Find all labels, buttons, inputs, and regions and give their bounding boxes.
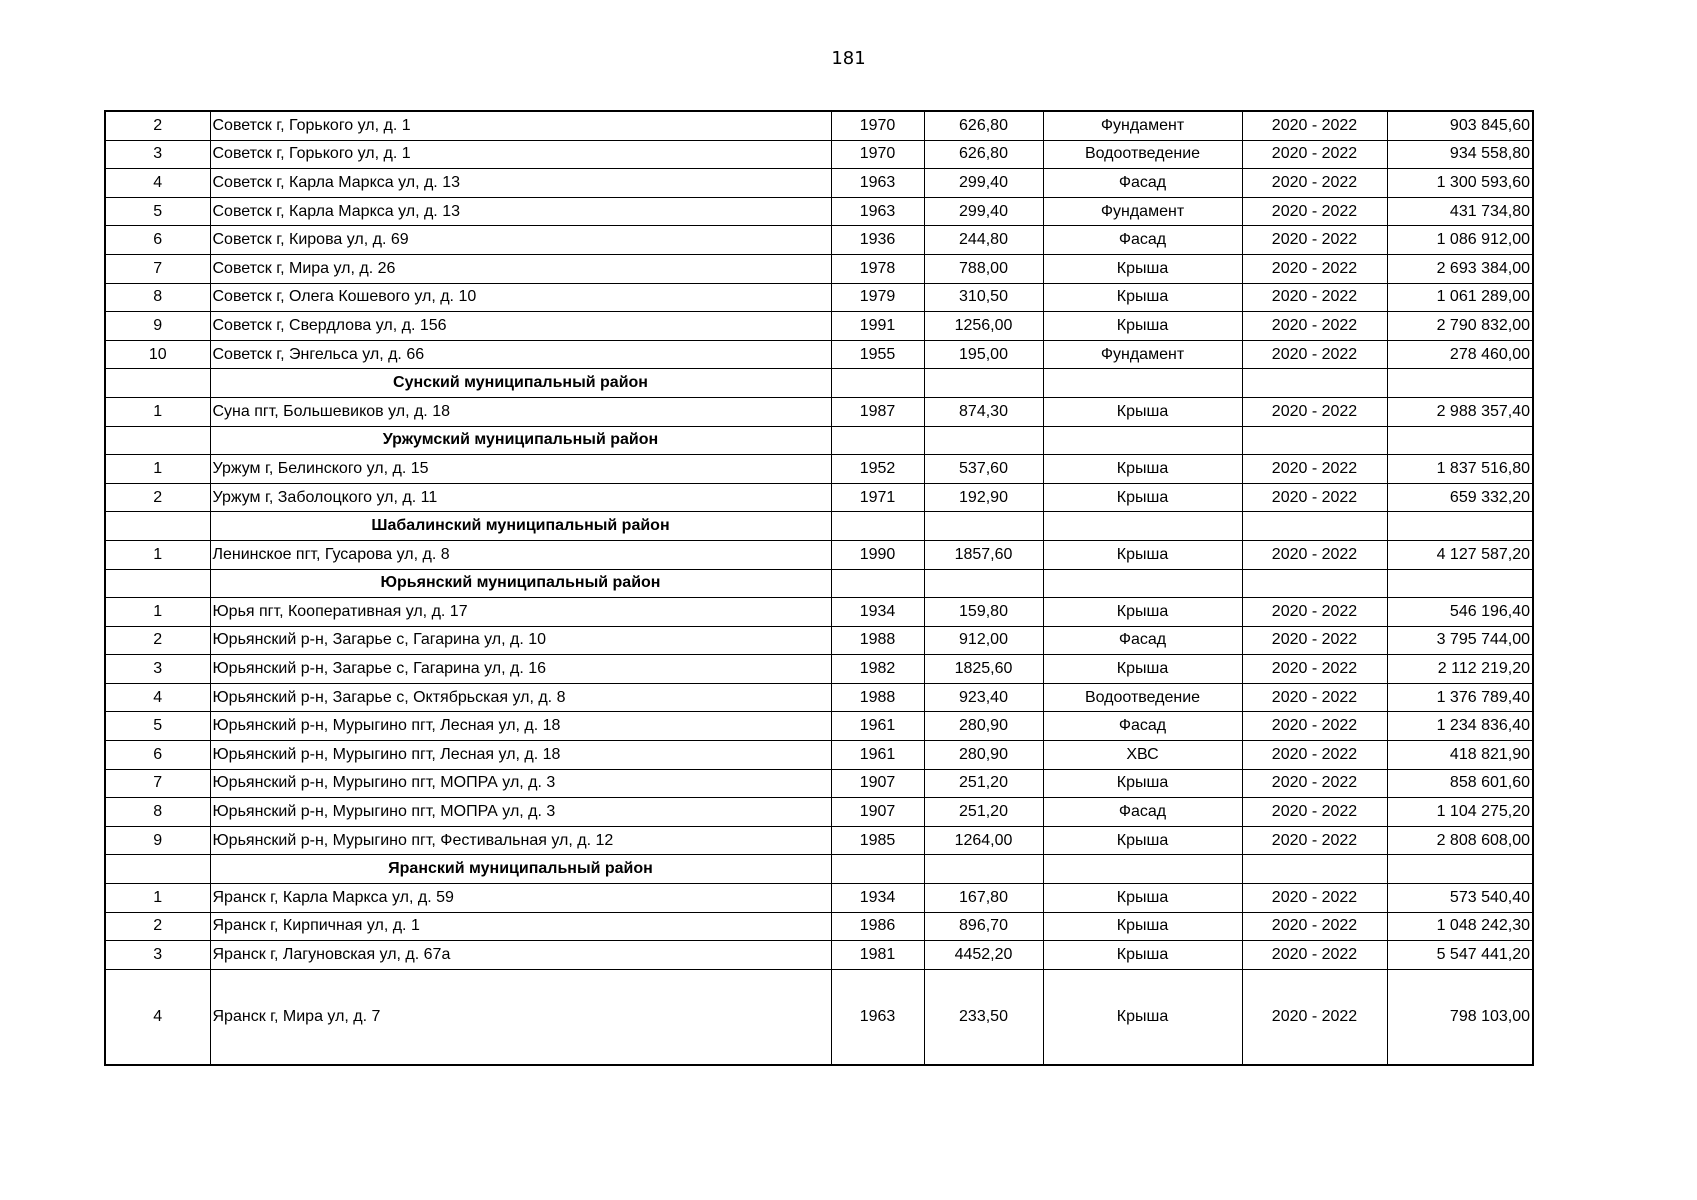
address-cell: Юрьянский р-н, Загарье с, Гагарина ул, д. 10: [210, 626, 831, 655]
build-year-cell: 1991: [831, 312, 924, 341]
area-cell: 788,00: [924, 254, 1043, 283]
area-cell: 1825,60: [924, 655, 1043, 684]
row-number-cell: 2: [105, 912, 210, 941]
table-row: [105, 655, 1533, 684]
area-cell: 912,00: [924, 626, 1043, 655]
row-number-cell: 4: [105, 683, 210, 712]
table-row: [105, 712, 1533, 741]
cost-cell: 1 300 593,60: [1387, 169, 1533, 198]
work-type-cell: Фундамент: [1043, 111, 1242, 140]
table-row: [105, 626, 1533, 655]
work-type-cell: Крыша: [1043, 254, 1242, 283]
build-year-cell: 1988: [831, 626, 924, 655]
period-cell: 2020 - 2022: [1242, 941, 1387, 970]
district-section-row: [105, 512, 1533, 541]
row-number-cell: 9: [105, 826, 210, 855]
period-cell: 2020 - 2022: [1242, 884, 1387, 913]
table-row: [105, 312, 1533, 341]
build-year-cell: 1963: [831, 197, 924, 226]
address-cell: Советск г, Карла Маркса ул, д. 13: [210, 169, 831, 198]
address-cell: Яранск г, Мира ул, д. 7: [210, 969, 831, 1065]
empty-cell: [831, 512, 924, 541]
area-cell: 626,80: [924, 140, 1043, 169]
address-cell: Юрьянский р-н, Мурыгино пгт, Лесная ул, д. 18: [210, 712, 831, 741]
period-cell: 2020 - 2022: [1242, 769, 1387, 798]
build-year-cell: 1990: [831, 540, 924, 569]
period-cell: 2020 - 2022: [1242, 397, 1387, 426]
row-number-cell: 1: [105, 598, 210, 627]
area-cell: 1857,60: [924, 540, 1043, 569]
work-type-cell: Водоотведение: [1043, 140, 1242, 169]
period-cell: 2020 - 2022: [1242, 798, 1387, 827]
address-cell: Яранск г, Карла Маркса ул, д. 59: [210, 884, 831, 913]
empty-cell: [1043, 512, 1242, 541]
table-row: [105, 111, 1533, 140]
area-cell: 923,40: [924, 683, 1043, 712]
address-cell: Советск г, Олега Кошевого ул, д. 10: [210, 283, 831, 312]
empty-cell: [1387, 569, 1533, 598]
table-row: [105, 969, 1533, 1065]
empty-cell: [831, 569, 924, 598]
table-row: [105, 140, 1533, 169]
area-cell: 159,80: [924, 598, 1043, 627]
district-title: Шабалинский муниципальный район: [210, 512, 831, 541]
address-cell: Яранск г, Лагуновская ул, д. 67а: [210, 941, 831, 970]
area-cell: 299,40: [924, 197, 1043, 226]
empty-cell: [1043, 855, 1242, 884]
build-year-cell: 1961: [831, 712, 924, 741]
table-row: [105, 941, 1533, 970]
work-type-cell: Фасад: [1043, 169, 1242, 198]
area-cell: 280,90: [924, 741, 1043, 770]
row-number-cell: 7: [105, 254, 210, 283]
period-cell: 2020 - 2022: [1242, 169, 1387, 198]
cost-cell: 1 234 836,40: [1387, 712, 1533, 741]
empty-cell: [1387, 855, 1533, 884]
cost-cell: 546 196,40: [1387, 598, 1533, 627]
build-year-cell: 1970: [831, 111, 924, 140]
period-cell: 2020 - 2022: [1242, 140, 1387, 169]
build-year-cell: 1986: [831, 912, 924, 941]
period-cell: 2020 - 2022: [1242, 254, 1387, 283]
row-number-cell: 1: [105, 884, 210, 913]
row-number-cell: 1: [105, 540, 210, 569]
build-year-cell: 1934: [831, 884, 924, 913]
area-cell: 280,90: [924, 712, 1043, 741]
period-cell: 2020 - 2022: [1242, 111, 1387, 140]
address-cell: Советск г, Свердлова ул, д. 156: [210, 312, 831, 341]
cost-cell: 1 104 275,20: [1387, 798, 1533, 827]
build-year-cell: 1955: [831, 340, 924, 369]
build-year-cell: 1970: [831, 140, 924, 169]
work-type-cell: Крыша: [1043, 397, 1242, 426]
empty-cell: [831, 369, 924, 398]
district-title: Яранский муниципальный район: [210, 855, 831, 884]
work-type-cell: Крыша: [1043, 969, 1242, 1065]
row-number-cell: 5: [105, 712, 210, 741]
work-type-cell: Фундамент: [1043, 197, 1242, 226]
row-number-cell: 3: [105, 140, 210, 169]
cost-cell: 1 048 242,30: [1387, 912, 1533, 941]
period-cell: 2020 - 2022: [1242, 226, 1387, 255]
build-year-cell: 1952: [831, 455, 924, 484]
cost-cell: 278 460,00: [1387, 340, 1533, 369]
empty-cell: [105, 855, 210, 884]
cost-cell: 2 988 357,40: [1387, 397, 1533, 426]
table-row: [105, 741, 1533, 770]
empty-cell: [1242, 426, 1387, 455]
area-cell: 251,20: [924, 769, 1043, 798]
build-year-cell: 1971: [831, 483, 924, 512]
cost-cell: 2 112 219,20: [1387, 655, 1533, 684]
row-number-cell: 8: [105, 283, 210, 312]
row-number-cell: 1: [105, 397, 210, 426]
area-cell: 537,60: [924, 455, 1043, 484]
cost-cell: 1 837 516,80: [1387, 455, 1533, 484]
area-cell: 874,30: [924, 397, 1043, 426]
period-cell: 2020 - 2022: [1242, 283, 1387, 312]
build-year-cell: 1907: [831, 798, 924, 827]
area-cell: 1256,00: [924, 312, 1043, 341]
empty-cell: [1242, 369, 1387, 398]
work-type-cell: Крыша: [1043, 941, 1242, 970]
address-cell: Юрьянский р-н, Загарье с, Гагарина ул, д. 16: [210, 655, 831, 684]
cost-cell: 5 547 441,20: [1387, 941, 1533, 970]
work-type-cell: Крыша: [1043, 655, 1242, 684]
address-cell: Юрьянский р-н, Загарье с, Октябрьская ул, д. 8: [210, 683, 831, 712]
row-number-cell: 2: [105, 483, 210, 512]
cost-cell: 1 086 912,00: [1387, 226, 1533, 255]
period-cell: 2020 - 2022: [1242, 483, 1387, 512]
work-type-cell: Крыша: [1043, 283, 1242, 312]
area-cell: 4452,20: [924, 941, 1043, 970]
address-cell: Советск г, Энгельса ул, д. 66: [210, 340, 831, 369]
area-cell: 1264,00: [924, 826, 1043, 855]
build-year-cell: 1985: [831, 826, 924, 855]
work-type-cell: Фасад: [1043, 798, 1242, 827]
cost-cell: 2 693 384,00: [1387, 254, 1533, 283]
table-row: [105, 826, 1533, 855]
period-cell: 2020 - 2022: [1242, 540, 1387, 569]
table-body: [105, 111, 1533, 1065]
empty-cell: [1043, 569, 1242, 598]
empty-cell: [105, 369, 210, 398]
build-year-cell: 1936: [831, 226, 924, 255]
empty-cell: [105, 569, 210, 598]
period-cell: 2020 - 2022: [1242, 826, 1387, 855]
empty-cell: [924, 855, 1043, 884]
table-row: [105, 197, 1533, 226]
row-number-cell: 6: [105, 741, 210, 770]
row-number-cell: 7: [105, 769, 210, 798]
row-number-cell: 5: [105, 197, 210, 226]
row-number-cell: 4: [105, 169, 210, 198]
period-cell: 2020 - 2022: [1242, 969, 1387, 1065]
address-cell: Юрьянский р-н, Мурыгино пгт, МОПРА ул, д. 3: [210, 798, 831, 827]
row-number-cell: 2: [105, 626, 210, 655]
cost-cell: 1 376 789,40: [1387, 683, 1533, 712]
work-type-cell: Крыша: [1043, 455, 1242, 484]
address-cell: Юрья пгт, Кооперативная ул, д. 17: [210, 598, 831, 627]
district-section-row: [105, 426, 1533, 455]
build-year-cell: 1963: [831, 969, 924, 1065]
work-type-cell: Водоотведение: [1043, 683, 1242, 712]
row-number-cell: 10: [105, 340, 210, 369]
table-row: [105, 455, 1533, 484]
period-cell: 2020 - 2022: [1242, 312, 1387, 341]
table-row: [105, 340, 1533, 369]
work-type-cell: Фасад: [1043, 226, 1242, 255]
work-type-cell: Крыша: [1043, 540, 1242, 569]
row-number-cell: 3: [105, 655, 210, 684]
address-cell: Советск г, Карла Маркса ул, д. 13: [210, 197, 831, 226]
empty-cell: [1242, 569, 1387, 598]
cost-cell: 1 061 289,00: [1387, 283, 1533, 312]
table-row: [105, 683, 1533, 712]
empty-cell: [924, 512, 1043, 541]
cost-cell: 659 332,20: [1387, 483, 1533, 512]
empty-cell: [105, 512, 210, 541]
cost-cell: 2 790 832,00: [1387, 312, 1533, 341]
row-number-cell: 9: [105, 312, 210, 341]
address-cell: Юрьянский р-н, Мурыгино пгт, Лесная ул, д. 18: [210, 741, 831, 770]
table-row: [105, 226, 1533, 255]
district-section-row: [105, 369, 1533, 398]
table-row: [105, 254, 1533, 283]
period-cell: 2020 - 2022: [1242, 455, 1387, 484]
row-number-cell: 4: [105, 969, 210, 1065]
address-cell: Советск г, Горького ул, д. 1: [210, 140, 831, 169]
build-year-cell: 1981: [831, 941, 924, 970]
page-number: 181: [831, 48, 866, 69]
work-type-cell: Крыша: [1043, 912, 1242, 941]
address-cell: Яранск г, Кирпичная ул, д. 1: [210, 912, 831, 941]
empty-cell: [105, 426, 210, 455]
district-title: Уржумский муниципальный район: [210, 426, 831, 455]
period-cell: 2020 - 2022: [1242, 741, 1387, 770]
period-cell: 2020 - 2022: [1242, 340, 1387, 369]
work-type-cell: Крыша: [1043, 769, 1242, 798]
empty-cell: [924, 569, 1043, 598]
empty-cell: [1387, 426, 1533, 455]
empty-cell: [1242, 512, 1387, 541]
address-cell: Юрьянский р-н, Мурыгино пгт, МОПРА ул, д. 3: [210, 769, 831, 798]
empty-cell: [831, 855, 924, 884]
build-year-cell: 1988: [831, 683, 924, 712]
table-row: [105, 884, 1533, 913]
address-cell: Ленинское пгт, Гусарова ул, д. 8: [210, 540, 831, 569]
table-row: [105, 169, 1533, 198]
table-row: [105, 397, 1533, 426]
area-cell: 896,70: [924, 912, 1043, 941]
empty-cell: [1043, 369, 1242, 398]
table-row: [105, 769, 1533, 798]
build-year-cell: 1907: [831, 769, 924, 798]
cost-cell: 418 821,90: [1387, 741, 1533, 770]
table-row: [105, 540, 1533, 569]
area-cell: 195,00: [924, 340, 1043, 369]
work-type-cell: Крыша: [1043, 826, 1242, 855]
table-row: [105, 283, 1533, 312]
area-cell: 244,80: [924, 226, 1043, 255]
area-cell: 626,80: [924, 111, 1043, 140]
empty-cell: [1387, 512, 1533, 541]
cost-cell: 3 795 744,00: [1387, 626, 1533, 655]
address-cell: Уржум г, Заболоцкого ул, д. 11: [210, 483, 831, 512]
housing-repair-table: [104, 110, 1534, 1066]
address-cell: Уржум г, Белинского ул, д. 15: [210, 455, 831, 484]
empty-cell: [924, 426, 1043, 455]
work-type-cell: Крыша: [1043, 598, 1242, 627]
table-row: [105, 912, 1533, 941]
district-section-row: [105, 855, 1533, 884]
row-number-cell: 2: [105, 111, 210, 140]
work-type-cell: ХВС: [1043, 741, 1242, 770]
row-number-cell: 8: [105, 798, 210, 827]
work-type-cell: Крыша: [1043, 312, 1242, 341]
district-section-row: [105, 569, 1533, 598]
cost-cell: 2 808 608,00: [1387, 826, 1533, 855]
table-row: [105, 598, 1533, 627]
cost-cell: 573 540,40: [1387, 884, 1533, 913]
build-year-cell: 1982: [831, 655, 924, 684]
work-type-cell: Крыша: [1043, 483, 1242, 512]
empty-cell: [831, 426, 924, 455]
area-cell: 251,20: [924, 798, 1043, 827]
area-cell: 192,90: [924, 483, 1043, 512]
period-cell: 2020 - 2022: [1242, 912, 1387, 941]
empty-cell: [1387, 369, 1533, 398]
empty-cell: [1043, 426, 1242, 455]
period-cell: 2020 - 2022: [1242, 683, 1387, 712]
empty-cell: [924, 369, 1043, 398]
work-type-cell: Фундамент: [1043, 340, 1242, 369]
table-row: [105, 483, 1533, 512]
period-cell: 2020 - 2022: [1242, 197, 1387, 226]
cost-cell: 903 845,60: [1387, 111, 1533, 140]
cost-cell: 4 127 587,20: [1387, 540, 1533, 569]
period-cell: 2020 - 2022: [1242, 626, 1387, 655]
build-year-cell: 1963: [831, 169, 924, 198]
area-cell: 167,80: [924, 884, 1043, 913]
period-cell: 2020 - 2022: [1242, 712, 1387, 741]
row-number-cell: 6: [105, 226, 210, 255]
cost-cell: 798 103,00: [1387, 969, 1533, 1065]
area-cell: 233,50: [924, 969, 1043, 1065]
period-cell: 2020 - 2022: [1242, 598, 1387, 627]
area-cell: 299,40: [924, 169, 1043, 198]
cost-cell: 934 558,80: [1387, 140, 1533, 169]
build-year-cell: 1987: [831, 397, 924, 426]
work-type-cell: Фасад: [1043, 626, 1242, 655]
address-cell: Советск г, Мира ул, д. 26: [210, 254, 831, 283]
address-cell: Юрьянский р-н, Мурыгино пгт, Фестивальная ул, д. 12: [210, 826, 831, 855]
build-year-cell: 1979: [831, 283, 924, 312]
build-year-cell: 1934: [831, 598, 924, 627]
district-title: Сунский муниципальный район: [210, 369, 831, 398]
address-cell: Суна пгт, Большевиков ул, д. 18: [210, 397, 831, 426]
area-cell: 310,50: [924, 283, 1043, 312]
work-type-cell: Крыша: [1043, 884, 1242, 913]
period-cell: 2020 - 2022: [1242, 655, 1387, 684]
row-number-cell: 1: [105, 455, 210, 484]
build-year-cell: 1961: [831, 741, 924, 770]
row-number-cell: 3: [105, 941, 210, 970]
table-row: [105, 798, 1533, 827]
work-type-cell: Фасад: [1043, 712, 1242, 741]
cost-cell: 858 601,60: [1387, 769, 1533, 798]
empty-cell: [1242, 855, 1387, 884]
district-title: Юрьянский муниципальный район: [210, 569, 831, 598]
build-year-cell: 1978: [831, 254, 924, 283]
address-cell: Советск г, Кирова ул, д. 69: [210, 226, 831, 255]
address-cell: Советск г, Горького ул, д. 1: [210, 111, 831, 140]
cost-cell: 431 734,80: [1387, 197, 1533, 226]
